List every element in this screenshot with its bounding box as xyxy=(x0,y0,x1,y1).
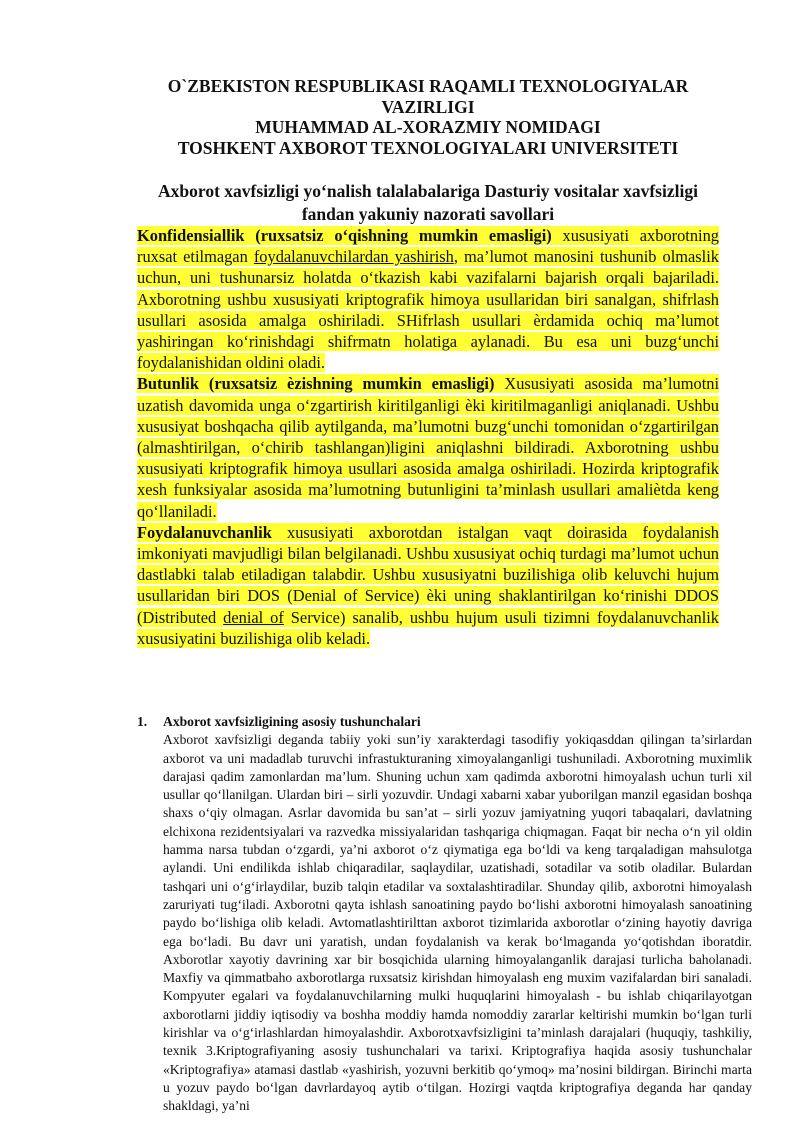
section-number: 1. xyxy=(137,714,148,729)
section-body: Axborot xavfsizligi deganda tabiiy yoki sun’iy xarakterdagi tasodifiy yokiqasddan qilingan ta’sirlardan axborot va uni madadlab turuvchi infrastukturaning ximoyalanganligi tushuniladi. Axborotning muximlik darajasi qadim zamonlardan ma’lum. Shuning uchun xam qadimda axborotni himoyalash uchun turli xil usullar qo‘llanilgan. Ulardan biri – sirli yozuvdir. Undagi xabarni xabar yuborilgan manzil egasidan boshqa shaxs o‘qiy olmagan. Asrlar davomida bu san’at – sirli yozuv jamiyatning yuqori tabaqalari, davlatning elchixona rezidentsiyalari va razvedka missiyalaridan tashqariga chiqmagan. Faqat bir necha o‘n yil oldin hamma narsa tubdan o‘zgardi, ya’ni axborot o‘z qiymatiga ega bo‘ldi va keng tarqaladigan mahsulotga aylandi. Uni endilikda ishlab chiqaradilar, saqlaydilar, uzatishadi, sotadilar va sotib oladilar. Bulardan tashqari uni o‘g‘irlaydilar, buzib talqin etadilar va soxtalashtiradilar. Shunday qilib, axborotni himoyalash zaruriyati tug‘iladi. Axborotni qayta ishlash sanoatining paydo bo‘lishi axborotni himoyalash sanoatining paydo bo‘lishiga olib keladi. Avtomatlashtirilttan axborot tizimlarida axborotlar o‘zining hayotiy davriga ega bo‘ladi. Bu davr uni yaratish, undan foydalanish va kerak bo‘lmaganda yo‘qotishdan iboratdir. Axborotlar xayotiy davrining xar bir bosqichida ularning himoyalanganlik darajasi turlicha baholanadi. Maxfiy va qimmatbaho axborotlarga ruxsatsiz kirishdan himoyalash eng muxim vazifalardan biri sanaladi. Kompyuter egalari va foydalanuvchilarning mulki huquqlarini himoyalash - bu ishlab chiqarilayotgan axborotlarni jiddiy iqtisodiy va boshha moddiy hamda nomoddiy zararlar keltirishi mumkin bo‘lgan turli kirishlar va o‘g‘irlashlardan himoyalashdir. Axborotxavfsizligini ta’minlash darajalari (huquqiy, tashkiliy, texnik 3.Kriptografiyaning asosiy tushunchalari va tarixi. Kriptografiya haqida asosiy tushunchalar «Kriptografiya» atamasi dastlab «yashirish, yozuvni berkitib qo‘ymoq» ma’nosini bildirgan. Birinchi marta u yozuv paydo bo‘lgan davrlardayoq aytib o‘tilgan. Hozirgi vaqtda kriptografiya deganda har qanday shakldagi, ya’ni xyxy=(163,732,752,1114)
availability-term: Foydalanuvchanlik xyxy=(137,522,272,542)
availability-paragraph: Foydalanuvchanlik xususiyati axborotdan istalgan vaqt doirasida foydalanish imkoniyati mavjudligi bilan belgilanadi. Ushbu xususiyat ochiq turdagi ma’lumot uchun dastlabki talab etiladigan talabdir. Ushbu xususiyatni buzilishiga olib keluvchi hujum usullaridan biri DOS (Denial of Service) ѐki uning shaklantirilgan ko‘rinishi DDOS (Distributed denial of Service) sanalib, ushbu hujum usuli tizimni foydalanuvchanlik xususiyatini buzilishiga olib keladi. xyxy=(137,522,719,648)
university-header xyxy=(137,76,719,158)
confidentiality-paragraph: Konfidensiallik (ruxsatsiz o‘qishning mumkin emasligi) xususiyati axborotning ruxsat etilmagan foydalanuvchilardan yashirish, ma’lumot manosini tushunib olmaslik uchun, uni tushunarsiz holatda o‘tkazish kabi vazifalarni bajarish orqali bajariladi. Axborotning ushbu xususiyati kriptografik himoya usullaridan biri sanalgan, shifrlash usullari asosida amalga oshiriladi. SHifrlash usullari ѐrdamida ochiq ma’lumot yashiringan ko‘rinishdagi shifrmatn holatiga aylanadi. Bu esa uni buzg‘unchi foydalanishidan oldini oladi. xyxy=(137,226,719,373)
section-heading xyxy=(137,713,752,731)
header-university: TOSHKENT AXBOROT TEXNOLOGIYALARI UNIVERSITETI xyxy=(177,137,679,158)
highlighted-definitions xyxy=(137,225,719,649)
header-named-after: MUHAMMAD AL-XORAZMIY NOMIDAGI xyxy=(255,117,601,137)
integrity-term: Butunlik (ruxsatsiz ѐzishning mumkin emasligi) xyxy=(137,374,495,394)
availability-link[interactable]: denial of xyxy=(223,607,284,627)
integrity-paragraph: Butunlik (ruxsatsiz ѐzishning mumkin emasligi) Xususiyati asosida ma’lumotni uzatish davomida unga o‘zgartirish kiritilganligi ѐki kiritilmaganligi aniqlanadi. Ushbu xususiyat boshqacha qilib aytilganda, ma’lumotni buzg‘unchi tomonidan o‘zgartirilgan (almashtirilgan, o‘chirib tashlangan)ligini aniqlashni bildiradi. Axborotning ushbu xususiyati kriptografik himoya usullari asosida amalga oshiriladi. Hozirda kriptografik xesh funksiyalar asosida ma’lumotning butunligini ta’minlash usullari amaliѐtda keng qo‘llaniladi. xyxy=(137,374,719,521)
header-ministry: O`ZBEKISTON RESPUBLIKASI RAQAMLI TEXNOLOGIYALAR VAZIRLIGI xyxy=(167,76,689,117)
confidentiality-link[interactable]: foydalanuvchilardan yashirish xyxy=(253,247,454,267)
confidentiality-term: Konfidensiallik (ruxsatsiz o‘qishning mumkin emasligi) xyxy=(137,226,552,245)
document-title: Axborot xavfsizligi yo‘nalish talalabalariga Dasturiy vositalar xavfsizligi fandan yakuniy nazorati savollari xyxy=(158,181,698,224)
section-1 xyxy=(137,713,752,1116)
section-title: Axborot xavfsizligining asosiy tushunchalari xyxy=(163,714,421,729)
